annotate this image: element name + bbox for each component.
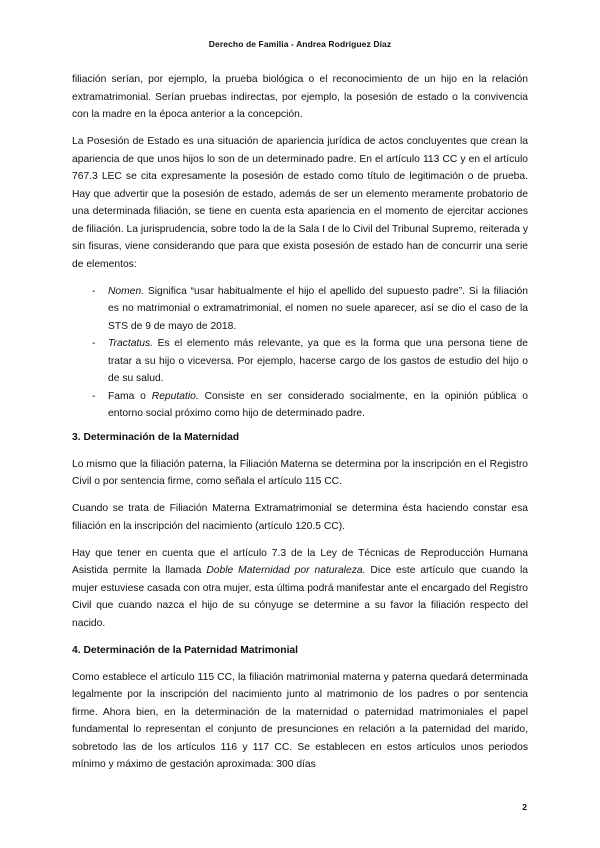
list-item-text: Consiste en ser considerado socialmente, en la opinión pública o entorno social próximo como hijo de determinado padre. (108, 390, 528, 419)
list-item-tractatus (72, 335, 528, 388)
paragraph-maternidad-3 (72, 545, 528, 633)
document-body (72, 71, 528, 783)
list-item-nomen (72, 283, 528, 336)
list-item-fama (72, 388, 528, 423)
list-item-prefix: Fama o (108, 390, 152, 402)
list-dash: - (92, 285, 96, 297)
running-header: Derecho de Familia - Andrea Rodríguez Díaz (208, 39, 392, 49)
section-heading-paternidad: 4. Determinación de la Paternidad Matrimonial (72, 644, 299, 656)
paragraph-maternidad-2: Cuando se trata de Filiación Materna Extramatrimonial se determina ésta haciendo constar esa filiación en la inscripción del nacimiento (artículo 120.5 CC). (72, 503, 528, 532)
term-reputatio: Reputatio. (151, 390, 199, 402)
term-tractatus: Tractatus. (108, 338, 154, 349)
text-run: Dice este artículo que cuando la mujer estuviese casada con otra mujer, esta última podrá manifestar ante el encargado del Registro Civil que cuando nazca el hijo de su cónyuge se determine a su favor la filiación respecto del nacido. (72, 565, 529, 629)
section-heading-maternidad: 3. Determinación de la Maternidad (72, 431, 240, 443)
list-dash: - (92, 338, 96, 349)
term-nomen: Nomen. (108, 285, 145, 297)
paragraph-paternidad-1: Como establece el artículo 115 CC, la filiación matrimonial materna y paterna quedará determinada legalmente por la inscripción del nacimiento junto al matrimonio de los padres o por sentencia firme. Ahora bien, en la determinación de la maternidad o paternidad matrimoniales el papel fundamental lo representan el conjunto de presunciones en relación a la paternidad del marido, sobretodo las de los artículos 116 y 117 CC. Se establecen en estos artículos unos periodos mínimo y máximo de gestación aproximada: 300 días (72, 671, 528, 770)
paragraph-posesion-estado: La Posesión de Estado es una situación de apariencia jurídica de actos concluyentes que crean la apariencia de que unos hijos lo son de un determinado padre. En el artículo 113 CC y en el artículo 767.3 LEC se cita expresamente la posesión de estado como título de legitimación o de prueba. Hay que advertir que la posesión de estado, además de ser un elemento meramente probatorio de una determinada filiación, se tiene en cuenta esta apariencia en el momento de ejercitar acciones de filiación. La jurisprudencia, sobre todo la de la Sala I de lo Civil del Tribunal Supremo, reiterada y sin fisuras, viene considerando que para que exista posesión de estado han de concurrir una serie de elementos: (72, 136, 528, 270)
paragraph-intro-continuation: filiación serían, por ejemplo, la prueba biológica o el reconocimiento de un hijo en la relación extramatrimonial. Serían pruebas indirectas, por ejemplo, la posesión de estado o la convivencia con la madre en la época anterior a la concepción. (72, 74, 528, 120)
paragraph-maternidad-1: Lo mismo que la filiación paterna, la Filiación Materna se determina por la inscripción en el Registro Civil o por sentencia firme, como señala el artículo 115 CC. (72, 458, 528, 487)
list-item-text: Significa “usar habitualmente el hijo el apellido del supuesto padre”. Si la filiación es no matrimonial o extramatrimonial, el nomen no suele aparecer, así se dio el caso de la STS de 9 de mayo de 2018. (108, 285, 528, 332)
italic-term: Doble Maternidad por naturaleza. (206, 565, 366, 576)
list-dash: - (92, 390, 96, 402)
list-item-text: Es el elemento más relevante, ya que es la forma que una persona tiene de tratar a su hijo o viceversa. Por ejemplo, hacerse cargo de los gastos de estudio del hijo o de su salud. (108, 338, 528, 384)
page-number: 2 (522, 802, 527, 812)
elements-list (72, 283, 528, 423)
text-run: Hay que tener en cuenta que el artículo 7.3 de la Ley de Técnicas de Reproducción Humana Asistida permite la llamada (72, 547, 528, 576)
